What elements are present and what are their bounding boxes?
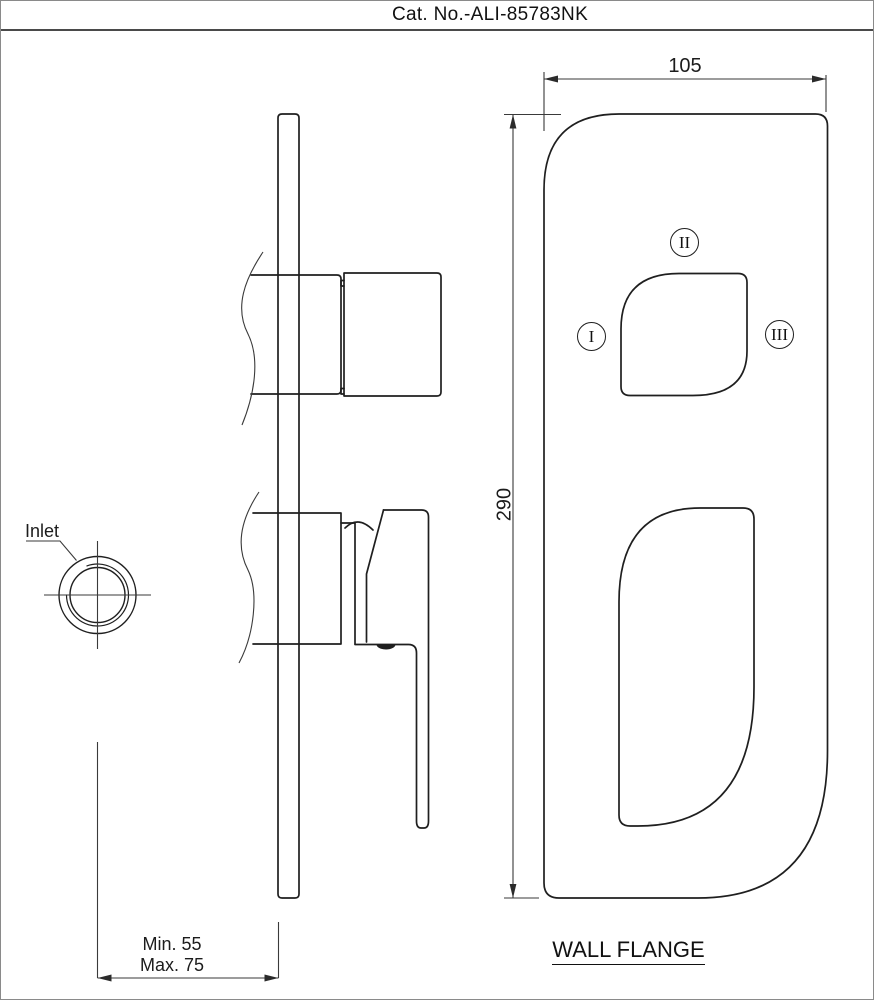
inlet-label: Inlet — [25, 521, 60, 541]
plate-side-outline — [278, 114, 299, 898]
wall-break-line-upper — [242, 252, 263, 425]
position-label-1 — [577, 322, 606, 351]
width-arrow-left — [544, 76, 558, 83]
set-screw — [377, 645, 396, 650]
depth-dimension-max: Max. 75 — [139, 955, 205, 975]
inlet-leader-line — [26, 541, 77, 561]
depth-arrow-left — [98, 975, 112, 982]
dimension-lines — [98, 72, 827, 982]
lever-cutout-outline — [619, 508, 754, 826]
height-dimension-value: 290 — [493, 487, 516, 522]
depth-arrow-right — [265, 975, 279, 982]
lever-handle-outline — [355, 510, 429, 828]
side-view-linework — [26, 114, 441, 898]
width-arrow-right — [812, 76, 826, 83]
width-dimension-value: 105 — [668, 55, 702, 77]
adapter-sleeve — [341, 523, 355, 644]
view-caption-text: WALL FLANGE — [552, 937, 704, 965]
position-label-3-text: III — [771, 324, 788, 344]
position-label-2-text: II — [678, 232, 691, 252]
inlet-detail — [26, 541, 151, 649]
view-caption — [546, 937, 711, 963]
lower-valve-body — [253, 513, 341, 644]
wall-break-line-lower — [239, 492, 259, 663]
height-arrow-top — [510, 115, 517, 129]
catalog-number-title: Cat. No.-ALI-85783NK — [391, 4, 589, 25]
position-label-3 — [765, 320, 794, 349]
knob-cutout-outline — [621, 274, 747, 396]
depth-dimension-min: Min. 55 — [142, 934, 202, 954]
position-label-2 — [670, 228, 699, 257]
diverter-knob-outline — [344, 273, 441, 396]
height-arrow-bottom — [510, 884, 517, 898]
technical-drawing-linework — [1, 1, 873, 999]
lever-slant-edge — [367, 510, 384, 642]
upper-valve-body — [251, 275, 341, 394]
position-label-1-text: I — [588, 326, 595, 346]
